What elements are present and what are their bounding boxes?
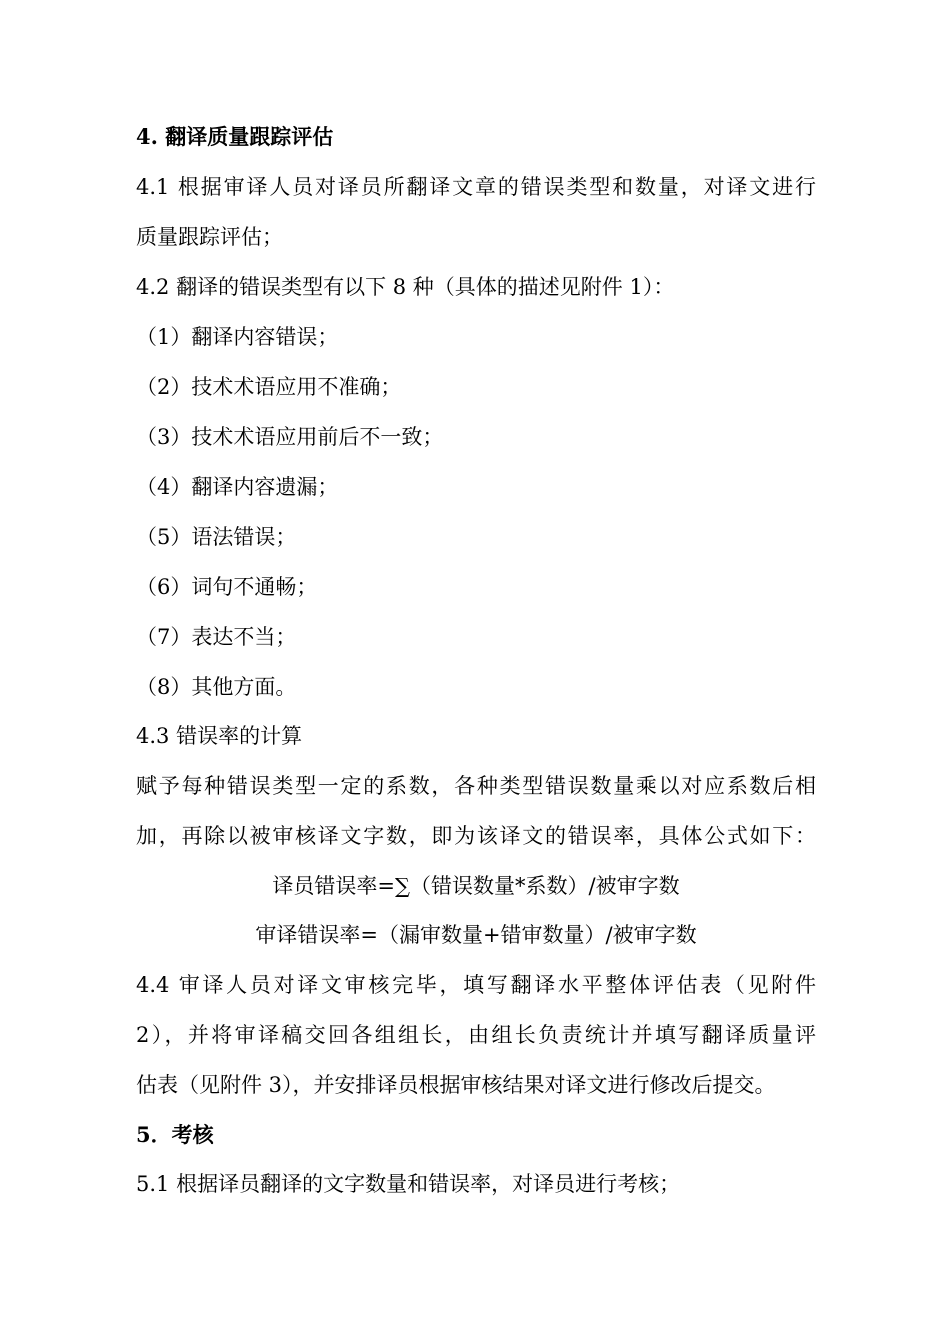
- paragraph-4-4-line-1: 4.4 审译人员对译文审核完毕，填写翻译水平整体评估表（见附件: [136, 973, 816, 997]
- error-type-item-8: （8）其他方面。: [136, 675, 297, 699]
- error-type-item-5: （5）语法错误；: [136, 525, 297, 549]
- formula-reviewer-error-rate: 审译错误率=（漏审数量+错审数量）/被审字数: [255, 923, 697, 947]
- paragraph-4-2: 4.2 翻译的错误类型有以下 8 种（具体的描述见附件 1）：: [136, 275, 675, 299]
- paragraph-4-1-line-2: 质量跟踪评估；: [136, 225, 283, 249]
- paragraph-4-4-line-3: 估表（见附件 3），并安排译员根据审核结果对译文进行修改后提交。: [136, 1073, 776, 1097]
- formula-translator-error-rate: 译员错误率=∑（错误数量*系数）/被审字数: [272, 874, 680, 898]
- paragraph-5-1: 5.1 根据译员翻译的文字数量和错误率，对译员进行考核；: [136, 1172, 681, 1196]
- paragraph-4-3-title: 4.3 错误率的计算: [136, 724, 303, 748]
- error-type-item-7: （7）表达不当；: [136, 625, 297, 649]
- error-type-item-6: （6）词句不通畅；: [136, 575, 318, 599]
- paragraph-4-3-line-1: 赋予每种错误类型一定的系数，各种类型错误数量乘以对应系数后相: [136, 774, 816, 798]
- error-type-item-2: （2）技术术语应用不准确；: [136, 375, 402, 399]
- section-4-heading: 4. 翻译质量跟踪评估: [136, 124, 334, 149]
- paragraph-4-1-line-1: 4.1 根据审译人员对译员所翻译文章的错误类型和数量，对译文进行: [136, 175, 816, 199]
- section-5-heading: 5．考核: [136, 1122, 214, 1147]
- error-type-item-4: （4）翻译内容遗漏；: [136, 475, 339, 499]
- paragraph-4-3-line-2: 加，再除以被审核译文字数，即为该译文的错误率，具体公式如下：: [136, 824, 816, 848]
- error-type-item-3: （3）技术术语应用前后不一致；: [136, 425, 444, 449]
- error-type-item-1: （1）翻译内容错误；: [136, 325, 339, 349]
- paragraph-4-4-line-2: 2），并将审译稿交回各组组长，由组长负责统计并填写翻译质量评: [136, 1023, 816, 1047]
